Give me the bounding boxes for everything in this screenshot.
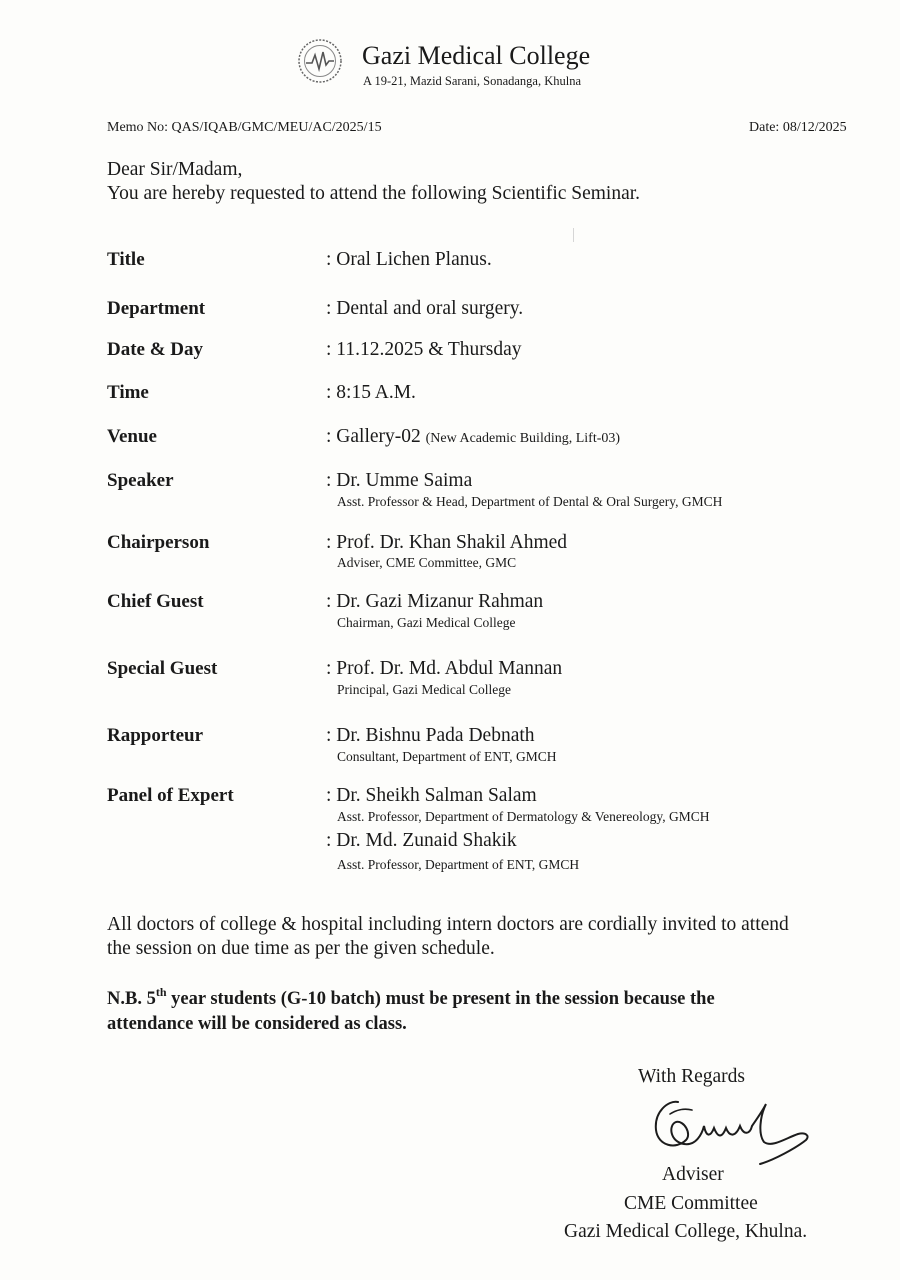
nb-prefix: N.B. 5 [107,989,156,1009]
value-expert-1: : Dr. Sheikh Salman Salam [326,785,537,806]
value-venue [326,425,620,451]
chairperson-designation: Adviser, CME Committee, GMC [337,555,517,570]
invitation-line-1: All doctors of college & hospital including intern doctors are cordially invited to attend [107,914,789,935]
special-guest-designation: Principal, Gazi Medical College [337,682,511,697]
label-date-day: Date & Day [107,339,204,360]
nb-rest: year students (G-10 batch) must be present in the session because the [166,989,715,1009]
speaker-designation: Asst. Professor & Head, Department of Dental & Oral Surgery, GMCH [337,494,723,509]
label-department: Department [107,298,206,319]
closing-regards: With Regards [638,1066,745,1087]
value-department: : Dental and oral surgery. [326,298,524,319]
invitation-line-2: the session on due time as per the given schedule. [107,938,495,959]
memo-number: Memo No: QAS/IQAB/GMC/MEU/AC/2025/15 [107,120,382,135]
label-panel-of-expert: Panel of Expert [107,785,234,806]
label-title: Title [107,249,145,270]
request-line: You are hereby requested to attend the following Scientific Seminar. [107,183,641,204]
nb-superscript: th [155,985,167,999]
signatory-committee: CME Committee [624,1193,758,1214]
value-speaker: : Dr. Umme Saima [326,470,473,491]
rapporteur-designation: Consultant, Department of ENT, GMCH [337,749,557,764]
value-chairperson: : Prof. Dr. Khan Shakil Ahmed [326,532,568,553]
college-address: A 19-21, Mazid Sarani, Sonadanga, Khulna [363,74,582,88]
college-name: Gazi Medical College [362,41,591,70]
memo-date: Date: 08/12/2025 [749,120,847,135]
value-time: : 8:15 A.M. [326,382,416,403]
value-date-day: : 11.12.2025 & Thursday [326,339,522,360]
label-speaker: Speaker [107,470,174,491]
scan-mark [573,228,574,242]
label-chairperson: Chairperson [107,532,210,553]
value-expert-2: : Dr. Md. Zunaid Shakik [326,830,517,851]
value-title: : Oral Lichen Planus. [326,249,492,270]
handwritten-signature-icon [640,1090,820,1170]
chief-guest-designation: Chairman, Gazi Medical College [337,615,516,630]
label-venue: Venue [107,426,157,447]
expert-1-designation: Asst. Professor, Department of Dermatology & Venereology, GMCH [337,809,710,824]
college-emblem-icon [297,38,343,84]
value-rapporteur: : Dr. Bishnu Pada Debnath [326,725,535,746]
venue-note: (New Academic Building, Lift-03) [425,431,621,446]
venue-name: : Gallery-02 [326,426,421,447]
signatory-institution: Gazi Medical College, Khulna. [564,1221,808,1242]
label-time: Time [107,382,149,403]
label-special-guest: Special Guest [107,658,218,679]
salutation: Dear Sir/Madam, [107,159,243,180]
label-chief-guest: Chief Guest [107,591,204,612]
value-chief-guest: : Dr. Gazi Mizanur Rahman [326,591,544,612]
nb-line-1 [107,986,715,1012]
value-special-guest: : Prof. Dr. Md. Abdul Mannan [326,658,563,679]
expert-2-designation: Asst. Professor, Department of ENT, GMCH [337,857,580,872]
signatory-title: Adviser [662,1164,724,1185]
label-rapporteur: Rapporteur [107,725,204,746]
nb-line-2: attendance will be considered as class. [107,1014,407,1034]
